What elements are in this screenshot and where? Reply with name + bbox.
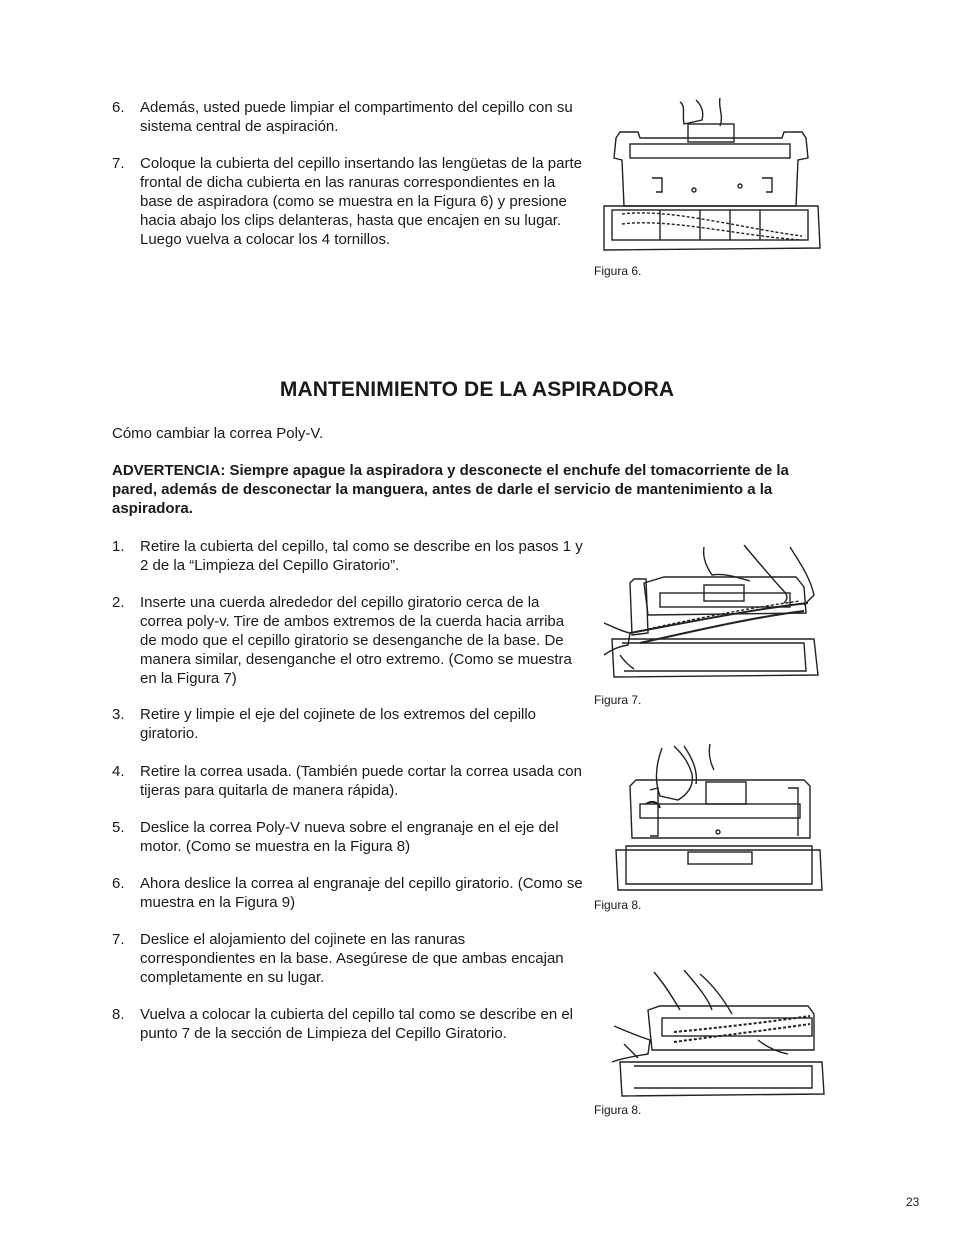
section-heading: MANTENIMIENTO DE LA ASPIRADORA: [279, 378, 675, 401]
item-text: Inserte una cuerda alrededor del cepillo giratorio cerca de la correa poly-v. Tire de ambos extremos de la cuerda hacia arriba de modo que el cepillo giratorio se desenganche de la base. De manera similar, desenganche el otro extremo. (Como se muestra en la Figura 7): [140, 594, 572, 687]
item-number: 4.: [112, 763, 125, 780]
intro-text: Cómo cambiar la correa Poly-V.: [112, 425, 324, 442]
figure-caption: Figura 8.: [594, 1103, 642, 1117]
figure-caption: Figura 6.: [594, 264, 642, 278]
item-number: 8.: [112, 1006, 125, 1023]
item-text: Retire la correa usada. (También puede cortar la correa usada con tijeras para quitarla de manera rápida).: [140, 763, 582, 799]
item-number: 7.: [112, 155, 125, 172]
figure-caption: Figura 7.: [594, 693, 642, 707]
item-number: 6.: [112, 99, 125, 116]
item-number: 3.: [112, 706, 125, 723]
warning-text: ADVERTENCIA: Siempre apague la aspiradora y desconecte el enchufe del tomacorriente de la pared, además de desconectar la manguera, antes de darle el servicio de mantenimiento a la aspiradora.: [112, 462, 789, 517]
item-text: Vuelva a colocar la cubierta del cepillo tal como se describe en el punto 7 de la sección de Limpieza del Cepillo Giratorio.: [140, 1006, 574, 1042]
figure-8-illustration: [608, 970, 830, 1100]
item-text: Deslice la correa Poly-V nueva sobre el engranaje en el eje del motor. (Como se muestra en la Figura 8): [140, 819, 559, 855]
item-text: Además, usted puede limpiar el compartimento del cepillo con su sistema central de aspiración.: [140, 99, 573, 135]
figure-8-illustration: [614, 744, 824, 894]
item-text: Deslice el alojamiento del cojinete en las ranuras correspondientes en la base. Asegúrese de que ambas encajan completamente en su lugar.: [140, 931, 564, 986]
item-number: 2.: [112, 594, 125, 611]
item-text: Coloque la cubierta del cepillo insertando las lengüetas de la parte frontal de dicha cubierta en las ranuras correspondientes en la base de aspiradora (como se muestra en la Figura 6) y presione hacia abajo los clips delanteras, hasta que encajen en su lugar. Luego vuelva a colocar los 4 tornillos.: [140, 155, 582, 248]
item-number: 6.: [112, 875, 125, 892]
figure-caption: Figura 8.: [594, 898, 642, 912]
item-text: Retire la cubierta del cepillo, tal como se describe en los pasos 1 y 2 de la “Limpieza del Cepillo Giratorio”.: [140, 538, 583, 574]
item-number: 7.: [112, 931, 125, 948]
figure-6-illustration: [600, 98, 822, 254]
figure-7-illustration: [604, 543, 830, 681]
item-number: 5.: [112, 819, 125, 836]
item-text: Retire y limpie el eje del cojinete de los extremos del cepillo giratorio.: [140, 706, 537, 742]
item-text: Ahora deslice la correa al engranaje del cepillo giratorio. (Como se muestra en la Figura 9): [140, 875, 583, 911]
page-number: 23: [906, 1195, 920, 1209]
item-number: 1.: [112, 538, 125, 555]
